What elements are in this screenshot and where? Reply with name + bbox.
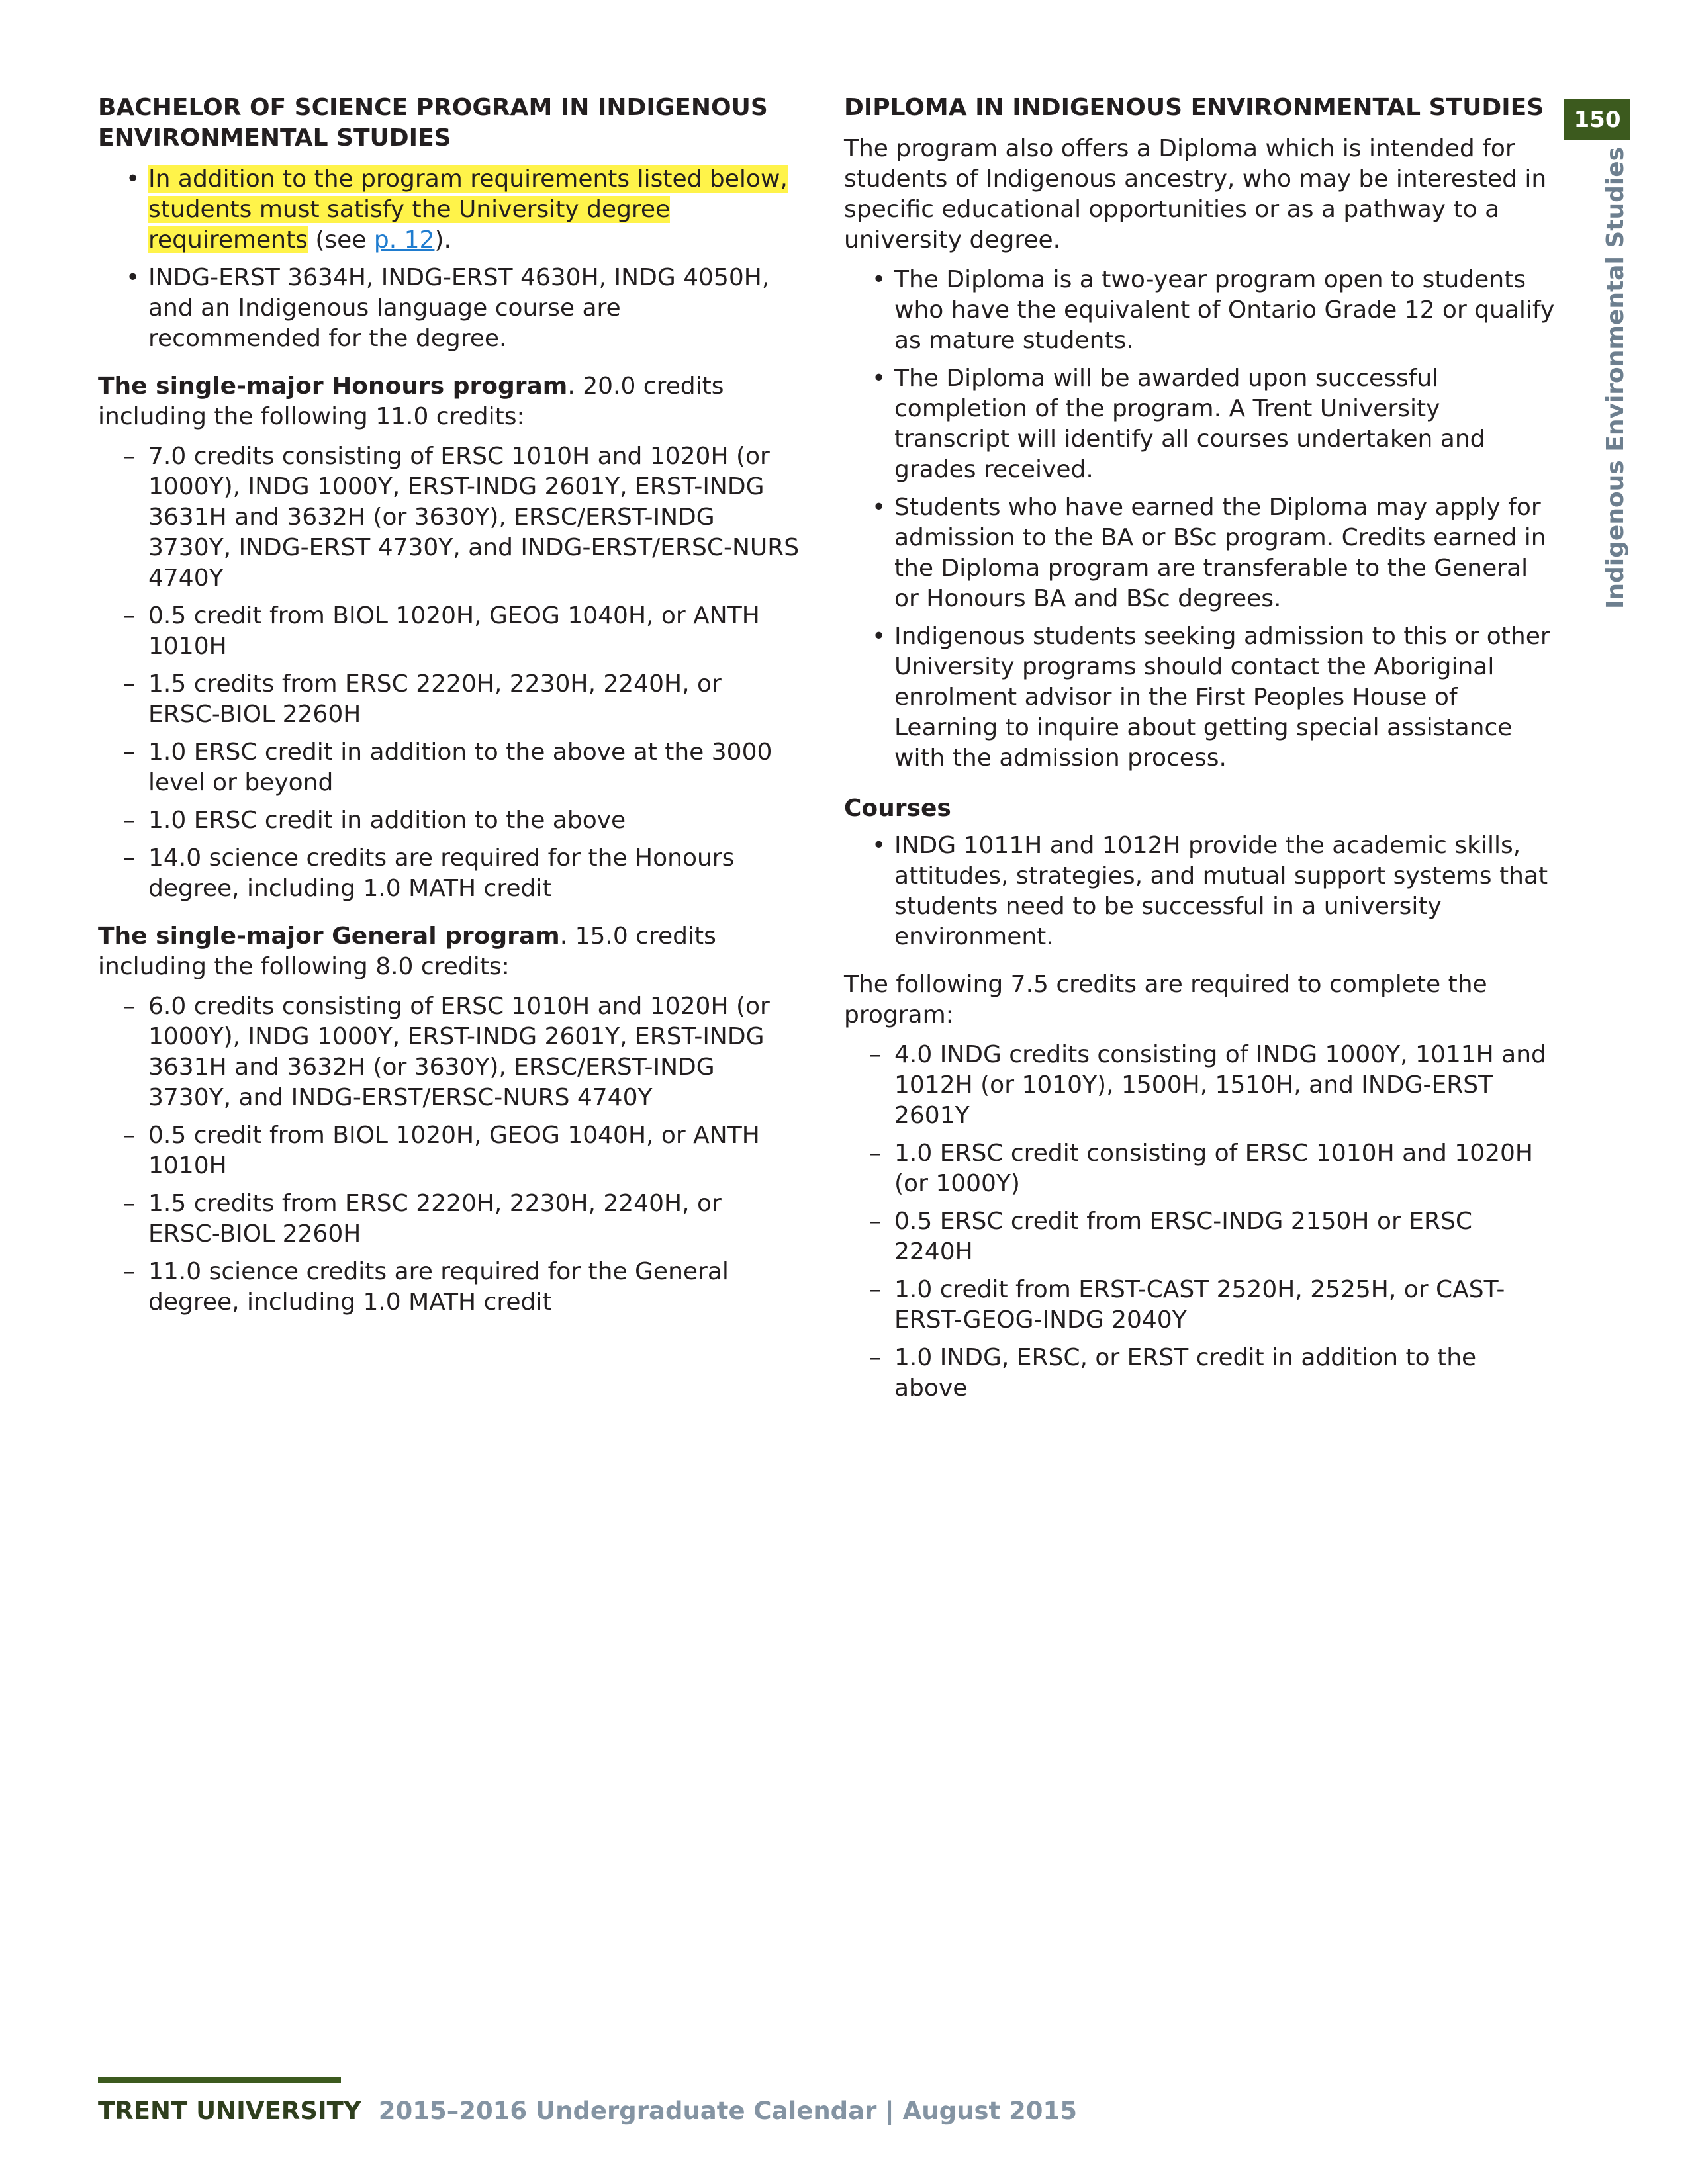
page-12-link[interactable]: p. 12 xyxy=(373,226,435,253)
list-item: • INDG 1011H and 1012H provide the academic skills, attitudes, strategies, and mutual support systems that students need to be successful in a university environment. xyxy=(844,831,1556,952)
list-item xyxy=(98,164,800,255)
footer-calendar: 2015–2016 Undergraduate Calendar | August 2015 xyxy=(378,2097,1078,2125)
list-item: • Indigenous students seeking admission to this or other University programs should contact the Aboriginal enrolment advisor in the First Peoples House of Learning to inquire about getting special assistance with the admission process. xyxy=(844,621,1556,774)
list-item: – 1.0 ERSC credit in addition to the above xyxy=(98,805,800,836)
diploma-heading: DIPLOMA IN INDIGENOUS ENVIRONMENTAL STUDIES xyxy=(844,94,1544,121)
list-item: – 6.0 credits consisting of ERSC 1010H and 1020H (or 1000Y), INDG 1000Y, ERST-INDG 2601Y, ERST-INDG 3631H and 3632H (or 3630Y), ERSC/ERST-INDG 3730Y, and INDG-ERST/ERSC-NURS 4740Y xyxy=(98,991,800,1113)
bsc-intro-list xyxy=(98,164,800,354)
footer-rule xyxy=(98,2077,341,2083)
list-item: – 7.0 credits consisting of ERSC 1010H and 1020H (or 1000Y), INDG 1000Y, ERST-INDG 2601Y, ERST-INDG 3631H and 3632H (or 3630Y), ERSC/ERST-INDG 3730Y, INDG-ERST 4730Y, and INDG-ERST/ERSC-NURS 4740Y xyxy=(98,441,800,594)
list-item: – 0.5 credit from BIOL 1020H, GEOG 1040H, or ANTH 1010H xyxy=(98,601,800,662)
inline-text: ). xyxy=(434,226,451,253)
list-item: – 1.0 ERSC credit consisting of ERSC 1010H and 1020H (or 1000Y) xyxy=(844,1138,1556,1199)
general-requirements-list xyxy=(98,991,800,1318)
list-item: – 1.5 credits from ERSC 2220H, 2230H, 2240H, or ERSC-BIOL 2260H xyxy=(98,1189,800,1250)
diploma-bullet-list xyxy=(844,265,1556,774)
diploma-requirements-list xyxy=(844,1040,1556,1404)
honours-program-credits: . 20.0 credits including the following 11.0 credits: xyxy=(98,373,724,430)
list-item: • The Diploma will be awarded upon successful completion of the program. A Trent University transcript will identify all courses undertaken and grades received. xyxy=(844,363,1556,485)
diploma-requirements-intro: The following 7.5 credits are required to complete the program: xyxy=(844,971,1487,1028)
honours-program-intro xyxy=(98,371,800,432)
sidebar-section-title: Indigenous Environmental Studies xyxy=(1602,146,1629,609)
courses-heading: Courses xyxy=(844,795,951,822)
general-program-intro xyxy=(98,921,800,982)
footer xyxy=(98,2097,1077,2125)
list-item: – 0.5 ERSC credit from ERSC-INDG 2150H or ERSC 2240H xyxy=(844,1206,1556,1267)
list-item: – 1.0 credit from ERST-CAST 2520H, 2525H, or CAST-ERST-GEOG-INDG 2040Y xyxy=(844,1275,1556,1336)
list-item: – 0.5 credit from BIOL 1020H, GEOG 1040H, or ANTH 1010H xyxy=(98,1120,800,1181)
list-item: • Students who have earned the Diploma may apply for admission to the BA or BSc program. Credits earned in the Diploma program are transferable to the General or Honours BA and BSc degrees. xyxy=(844,492,1556,614)
left-column xyxy=(98,93,800,1326)
list-item: – 4.0 INDG credits consisting of INDG 1000Y, 1011H and 1012H (or 1010Y), 1500H, 1510H, and INDG-ERST 2601Y xyxy=(844,1040,1556,1131)
bsc-program-heading: BACHELOR OF SCIENCE PROGRAM IN INDIGENOUS ENVIRONMENTAL STUDIES xyxy=(98,94,768,152)
footer-university: TRENT UNIVERSITY xyxy=(98,2097,361,2125)
list-item: – 1.5 credits from ERSC 2220H, 2230H, 2240H, or ERSC-BIOL 2260H xyxy=(98,669,800,730)
courses-list xyxy=(844,831,1556,952)
highlighted-text: In addition to the program requirements listed below, students must satisfy the University degree requirements xyxy=(148,165,788,253)
list-item: – 1.0 ERSC credit in addition to the above at the 3000 level or beyond xyxy=(98,737,800,798)
general-program-credits: . 15.0 credits including the following 8.0 credits: xyxy=(98,923,716,980)
list-item: • INDG-ERST 3634H, INDG-ERST 4630H, INDG 4050H, and an Indigenous language course are recommended for the degree. xyxy=(98,263,800,354)
honours-requirements-list xyxy=(98,441,800,904)
page-number-badge: 150 xyxy=(1564,99,1630,140)
list-item: – 11.0 science credits are required for the General degree, including 1.0 MATH credit xyxy=(98,1257,800,1318)
honours-program-title: The single-major Honours program xyxy=(98,373,568,400)
list-item: – 14.0 science credits are required for the Honours degree, including 1.0 MATH credit xyxy=(98,843,800,904)
general-program-title: The single-major General program xyxy=(98,923,560,950)
inline-text: (see xyxy=(307,226,374,253)
diploma-intro: The program also offers a Diploma which is intended for students of Indigenous ancestry, who may be interested in specific educational opportunities or as a pathway to a university degree. xyxy=(844,135,1547,253)
list-item: • The Diploma is a two-year program open to students who have the equivalent of Ontario Grade 12 or qualify as mature students. xyxy=(844,265,1556,356)
list-item: – 1.0 INDG, ERSC, or ERST credit in addition to the above xyxy=(844,1343,1556,1404)
right-column xyxy=(844,93,1556,1412)
